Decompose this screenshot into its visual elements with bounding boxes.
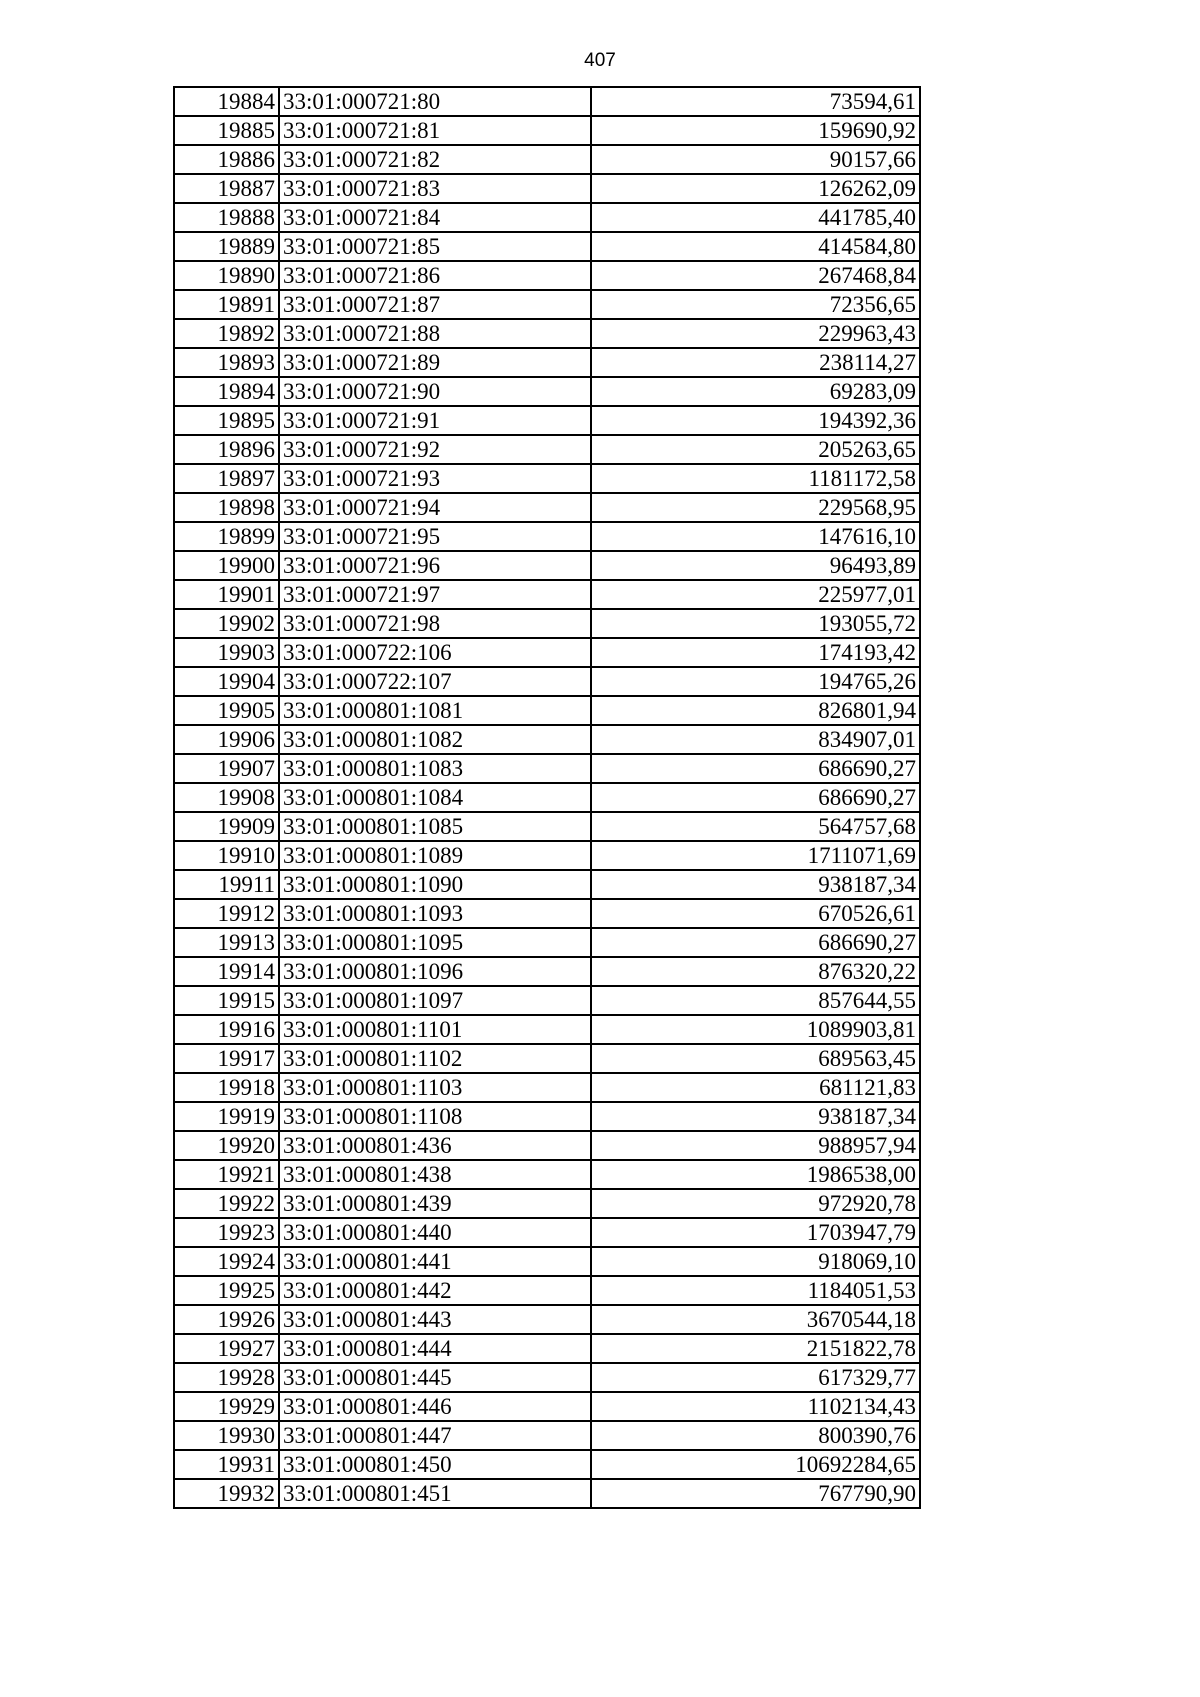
row-number: 19901 [174,580,279,609]
row-number: 19888 [174,203,279,232]
table-row [174,493,920,522]
row-number: 19932 [174,1479,279,1508]
table-row [174,1363,920,1392]
row-number: 19909 [174,812,279,841]
cadastral-value: 147616,10 [591,522,920,551]
table-row [174,899,920,928]
cadastral-number: 33:01:000801:1095 [279,928,591,957]
cadastral-value: 73594,61 [591,87,920,116]
row-number: 19930 [174,1421,279,1450]
cadastral-value: 238114,27 [591,348,920,377]
cadastral-number: 33:01:000721:83 [279,174,591,203]
cadastral-value: 2151822,78 [591,1334,920,1363]
table-row [174,1276,920,1305]
row-number: 19894 [174,377,279,406]
table-row [174,783,920,812]
cadastral-number: 33:01:000801:1097 [279,986,591,1015]
table-row [174,609,920,638]
table-row [174,522,920,551]
table-row [174,1421,920,1450]
table-row [174,464,920,493]
cadastral-number: 33:01:000801:436 [279,1131,591,1160]
cadastral-value: 1089903,81 [591,1015,920,1044]
cadastral-value: 1986538,00 [591,1160,920,1189]
table-row [174,232,920,261]
row-number: 19916 [174,1015,279,1044]
cadastral-number: 33:01:000721:93 [279,464,591,493]
row-number: 19890 [174,261,279,290]
row-number: 19892 [174,319,279,348]
cadastral-number: 33:01:000801:447 [279,1421,591,1450]
cadastral-number: 33:01:000721:89 [279,348,591,377]
table-row [174,377,920,406]
row-number: 19917 [174,1044,279,1073]
cadastral-value-table [173,86,921,1509]
table-row [174,638,920,667]
cadastral-value: 90157,66 [591,145,920,174]
cadastral-value: 205263,65 [591,435,920,464]
table-row [174,1189,920,1218]
cadastral-value: 686690,27 [591,928,920,957]
cadastral-value: 617329,77 [591,1363,920,1392]
table-row [174,928,920,957]
cadastral-value: 686690,27 [591,783,920,812]
row-number: 19903 [174,638,279,667]
cadastral-value: 194392,36 [591,406,920,435]
table-row [174,1015,920,1044]
cadastral-number: 33:01:000721:96 [279,551,591,580]
cadastral-number: 33:01:000721:91 [279,406,591,435]
cadastral-number: 33:01:000722:106 [279,638,591,667]
table-body [174,87,920,1508]
cadastral-value: 767790,90 [591,1479,920,1508]
cadastral-value: 3670544,18 [591,1305,920,1334]
cadastral-value: 857644,55 [591,986,920,1015]
cadastral-value: 681121,83 [591,1073,920,1102]
cadastral-number: 33:01:000801:1101 [279,1015,591,1044]
table-row [174,1479,920,1508]
table-row [174,1073,920,1102]
cadastral-number: 33:01:000721:87 [279,290,591,319]
cadastral-number: 33:01:000801:445 [279,1363,591,1392]
row-number: 19885 [174,116,279,145]
table-row [174,174,920,203]
cadastral-value: 229568,95 [591,493,920,522]
cadastral-number: 33:01:000721:98 [279,609,591,638]
table-row [174,1102,920,1131]
cadastral-value: 193055,72 [591,609,920,638]
cadastral-number: 33:01:000801:450 [279,1450,591,1479]
row-number: 19884 [174,87,279,116]
row-number: 19902 [174,609,279,638]
row-number: 19906 [174,725,279,754]
cadastral-value: 800390,76 [591,1421,920,1450]
row-number: 19922 [174,1189,279,1218]
table-row [174,957,920,986]
row-number: 19911 [174,870,279,899]
table-row [174,1131,920,1160]
cadastral-value: 938187,34 [591,870,920,899]
row-number: 19896 [174,435,279,464]
cadastral-value: 174193,42 [591,638,920,667]
cadastral-value: 72356,65 [591,290,920,319]
cadastral-number: 33:01:000721:81 [279,116,591,145]
table-row [174,1334,920,1363]
cadastral-number: 33:01:000801:1082 [279,725,591,754]
cadastral-number: 33:01:000721:85 [279,232,591,261]
row-number: 19912 [174,899,279,928]
cadastral-number: 33:01:000801:1084 [279,783,591,812]
row-number: 19913 [174,928,279,957]
cadastral-value: 689563,45 [591,1044,920,1073]
row-number: 19893 [174,348,279,377]
cadastral-value: 159690,92 [591,116,920,145]
cadastral-value: 267468,84 [591,261,920,290]
cadastral-number: 33:01:000801:1093 [279,899,591,928]
cadastral-number: 33:01:000721:92 [279,435,591,464]
table-row [174,319,920,348]
cadastral-value: 876320,22 [591,957,920,986]
cadastral-number: 33:01:000801:441 [279,1247,591,1276]
cadastral-value: 441785,40 [591,203,920,232]
row-number: 19886 [174,145,279,174]
row-number: 19920 [174,1131,279,1160]
cadastral-value: 225977,01 [591,580,920,609]
table-row [174,812,920,841]
table-row [174,1247,920,1276]
table-row [174,870,920,899]
cadastral-number: 33:01:000801:443 [279,1305,591,1334]
cadastral-number: 33:01:000801:1103 [279,1073,591,1102]
row-number: 19921 [174,1160,279,1189]
cadastral-value: 826801,94 [591,696,920,725]
table-row [174,1392,920,1421]
row-number: 19931 [174,1450,279,1479]
row-number: 19918 [174,1073,279,1102]
table-row [174,725,920,754]
table-row [174,841,920,870]
cadastral-value: 938187,34 [591,1102,920,1131]
cadastral-number: 33:01:000801:1081 [279,696,591,725]
row-number: 19914 [174,957,279,986]
row-number: 19919 [174,1102,279,1131]
table-row [174,290,920,319]
cadastral-value: 564757,68 [591,812,920,841]
table-row [174,1044,920,1073]
table-row [174,406,920,435]
cadastral-number: 33:01:000801:439 [279,1189,591,1218]
cadastral-number: 33:01:000721:80 [279,87,591,116]
cadastral-value: 414584,80 [591,232,920,261]
row-number: 19897 [174,464,279,493]
cadastral-value: 1102134,43 [591,1392,920,1421]
cadastral-value: 1181172,58 [591,464,920,493]
cadastral-value: 10692284,65 [591,1450,920,1479]
cadastral-value: 126262,09 [591,174,920,203]
cadastral-value: 834907,01 [591,725,920,754]
row-number: 19900 [174,551,279,580]
cadastral-number: 33:01:000801:1089 [279,841,591,870]
cadastral-value: 1184051,53 [591,1276,920,1305]
table-row [174,1218,920,1247]
cadastral-number: 33:01:000801:444 [279,1334,591,1363]
table-row [174,116,920,145]
table-row [174,580,920,609]
row-number: 19907 [174,754,279,783]
cadastral-value: 988957,94 [591,1131,920,1160]
cadastral-number: 33:01:000801:446 [279,1392,591,1421]
cadastral-value: 972920,78 [591,1189,920,1218]
table-row [174,1450,920,1479]
cadastral-value: 1703947,79 [591,1218,920,1247]
row-number: 19927 [174,1334,279,1363]
row-number: 19928 [174,1363,279,1392]
table-row [174,87,920,116]
cadastral-number: 33:01:000721:86 [279,261,591,290]
table-row [174,1305,920,1334]
row-number: 19910 [174,841,279,870]
row-number: 19887 [174,174,279,203]
table-row [174,986,920,1015]
row-number: 19898 [174,493,279,522]
cadastral-value: 918069,10 [591,1247,920,1276]
cadastral-number: 33:01:000801:1096 [279,957,591,986]
cadastral-value: 670526,61 [591,899,920,928]
table-row [174,696,920,725]
table-row [174,348,920,377]
row-number: 19929 [174,1392,279,1421]
row-number: 19915 [174,986,279,1015]
cadastral-number: 33:01:000721:82 [279,145,591,174]
cadastral-value: 229963,43 [591,319,920,348]
cadastral-number: 33:01:000801:1085 [279,812,591,841]
table-row [174,261,920,290]
table-row [174,754,920,783]
cadastral-number: 33:01:000721:88 [279,319,591,348]
cadastral-number: 33:01:000721:94 [279,493,591,522]
row-number: 19908 [174,783,279,812]
cadastral-number: 33:01:000721:90 [279,377,591,406]
row-number: 19904 [174,667,279,696]
cadastral-value: 194765,26 [591,667,920,696]
cadastral-value: 686690,27 [591,754,920,783]
cadastral-number: 33:01:000801:1102 [279,1044,591,1073]
row-number: 19891 [174,290,279,319]
row-number: 19889 [174,232,279,261]
cadastral-number: 33:01:000801:451 [279,1479,591,1508]
cadastral-number: 33:01:000801:1090 [279,870,591,899]
table-row [174,551,920,580]
cadastral-number: 33:01:000801:438 [279,1160,591,1189]
row-number: 19926 [174,1305,279,1334]
page-number: 407 [584,50,616,71]
table-row [174,435,920,464]
cadastral-value: 96493,89 [591,551,920,580]
cadastral-number: 33:01:000801:1108 [279,1102,591,1131]
cadastral-number: 33:01:000801:1083 [279,754,591,783]
cadastral-number: 33:01:000801:440 [279,1218,591,1247]
row-number: 19923 [174,1218,279,1247]
row-number: 19925 [174,1276,279,1305]
cadastral-value: 69283,09 [591,377,920,406]
table-row [174,1160,920,1189]
table-row [174,145,920,174]
cadastral-number: 33:01:000722:107 [279,667,591,696]
cadastral-number: 33:01:000721:95 [279,522,591,551]
row-number: 19924 [174,1247,279,1276]
cadastral-value: 1711071,69 [591,841,920,870]
row-number: 19895 [174,406,279,435]
cadastral-number: 33:01:000721:97 [279,580,591,609]
table-row [174,203,920,232]
cadastral-number: 33:01:000801:442 [279,1276,591,1305]
row-number: 19905 [174,696,279,725]
cadastral-number: 33:01:000721:84 [279,203,591,232]
table-row [174,667,920,696]
row-number: 19899 [174,522,279,551]
